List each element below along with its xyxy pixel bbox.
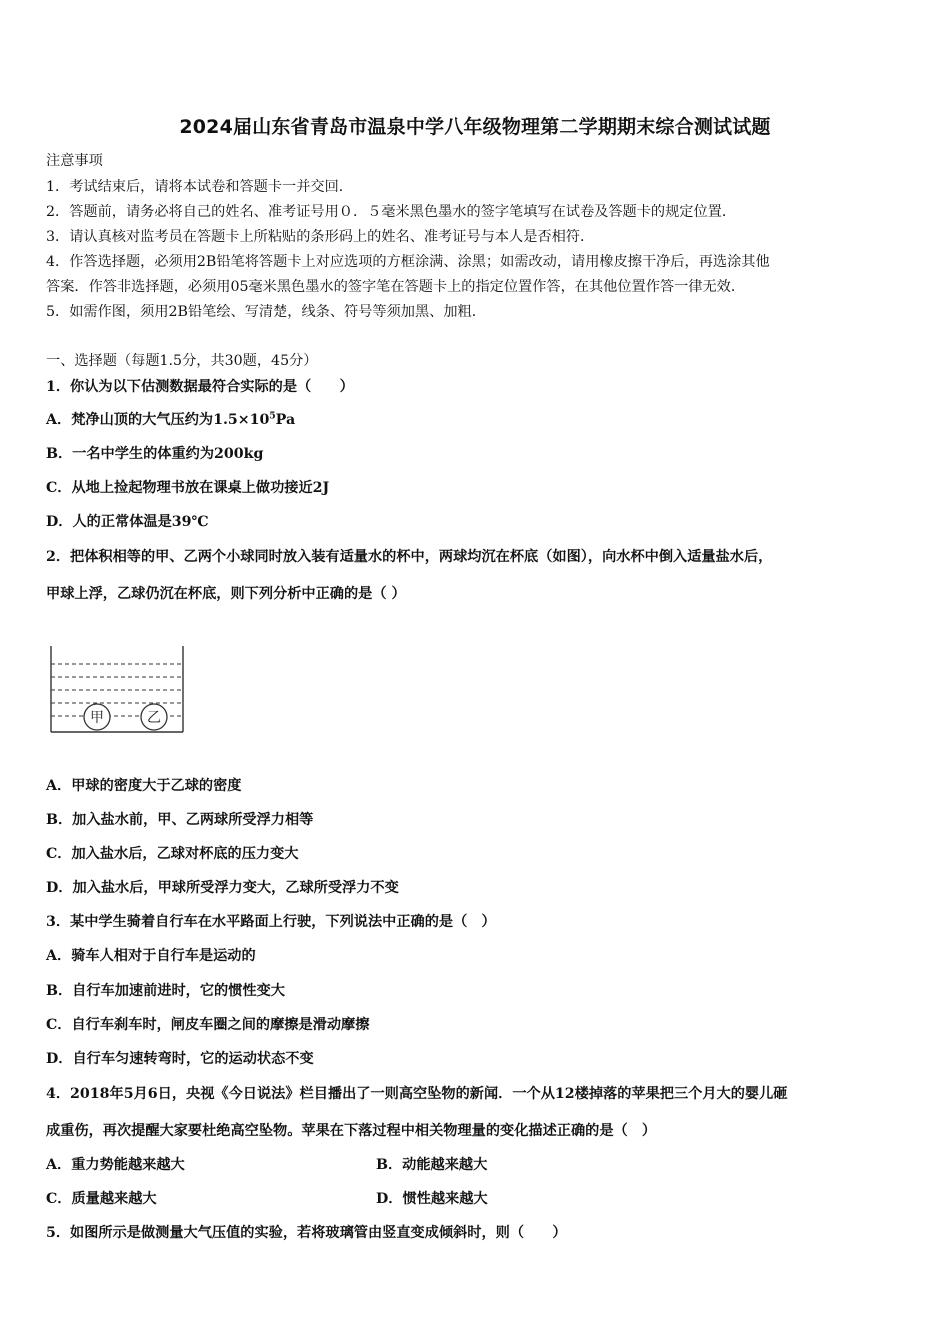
question-1-option-b: B．一名中学生的体重约为200kg [46,446,264,462]
question-2-option-b: B．加入盐水前，甲、乙两球所受浮力相等 [46,812,314,828]
page-title: 2024届山东省青岛市温泉中学八年级物理第二学期期末综合测试试题 [179,116,771,138]
question-2-option-d: D．加入盐水后，甲球所受浮力变大，乙球所受浮力不变 [46,880,399,896]
question-1-stem: 1．你认为以下估测数据最符合实际的是（ ） [46,379,354,395]
option-a-unit: Pa [275,412,296,428]
cup-with-balls-diagram [46,644,188,736]
question-4-stem: 4．2018年5月6日，央视《今日说法》栏目播出了一则高空坠物的新闻．一个从12楼掉落的苹果把三个月大的婴儿砸 [46,1086,788,1102]
section-heading: 一、选择题（每题1.5分，共30题，45分） [46,353,318,369]
question-1-option-a [46,410,295,430]
question-2-option-c: C．加入盐水后，乙球对杯底的压力变大 [46,846,299,862]
exponent: 5 [269,411,276,422]
notice-item: 4．作答选择题，必须用2B铅笔将答题卡上对应选项的方框涂满、涂黑；如需改动，请用橡皮擦干净后，再选涂其他 [46,254,770,270]
question-2-stem: 2．把体积相等的甲、乙两个小球同时放入装有适量水的杯中，两球均沉在杯底（如图），向水杯中倒入适量盐水后， [46,549,773,565]
question-3-option-a: A．骑车人相对于自行车是运动的 [46,948,256,964]
ball-yi-label: 乙 [147,710,161,726]
question-4-stem-cont: 成重伤，再次提醒大家要杜绝高空坠物。苹果在下落过程中相关物理量的变化描述正确的是（ ） [46,1123,657,1139]
option-a-text: A．梵净山顶的大气压约为1.5×10 [46,412,270,428]
question-4-option-a: A．重力势能越来越大 [46,1157,185,1173]
notice-item: 2．答题前，请务必将自己的姓名、准考证号用０．５毫米黑色墨水的签字笔填写在试卷及答题卡的规定位置． [46,204,737,220]
question-1-option-d: D．人的正常体温是39℃ [46,514,209,530]
question-3-option-d: D．自行车匀速转弯时，它的运动状态不变 [46,1051,314,1067]
notice-item: 5．如需作图，须用2B铅笔绘、写清楚，线条、符号等须加黑、加粗． [46,304,486,320]
question-2-option-a: A．甲球的密度大于乙球的密度 [46,778,242,794]
notice-item: 1．考试结束后，请将本试卷和答题卡一并交回． [46,179,353,195]
question-1-option-c: C．从地上捡起物理书放在课桌上做功接近2J [46,480,330,496]
cup-figure [46,644,188,740]
question-3-stem: 3．某中学生骑着自行车在水平路面上行驶，下列说法中正确的是（ ） [46,914,496,930]
question-4-option-c: C．质量越来越大 [46,1191,157,1207]
notice-heading: 注意事项 [46,153,103,169]
question-5-stem: 5．如图所示是做测量大气压值的实验，若将玻璃管由竖直变成倾斜时，则（ ） [46,1225,567,1241]
ball-jia-label: 甲 [90,710,104,726]
question-2-stem-cont: 甲球上浮，乙球仍沉在杯底，则下列分析中正确的是（ ） [46,586,406,602]
question-4-option-d: D．惯性越来越大 [376,1191,488,1207]
question-4-option-b: B．动能越来越大 [376,1157,488,1173]
question-3-option-c: C．自行车刹车时，闸皮车圈之间的摩擦是滑动摩擦 [46,1017,370,1033]
question-3-option-b: B．自行车加速前进时，它的惯性变大 [46,983,285,999]
notice-item: 3．请认真核对监考员在答题卡上所粘贴的条形码上的姓名、准考证号与本人是否相符． [46,229,595,245]
notice-item: 答案．作答非选择题，必须用05毫米黑色墨水的签字笔在答题卡上的指定位置作答，在其他位置作答一律无效． [46,279,746,295]
